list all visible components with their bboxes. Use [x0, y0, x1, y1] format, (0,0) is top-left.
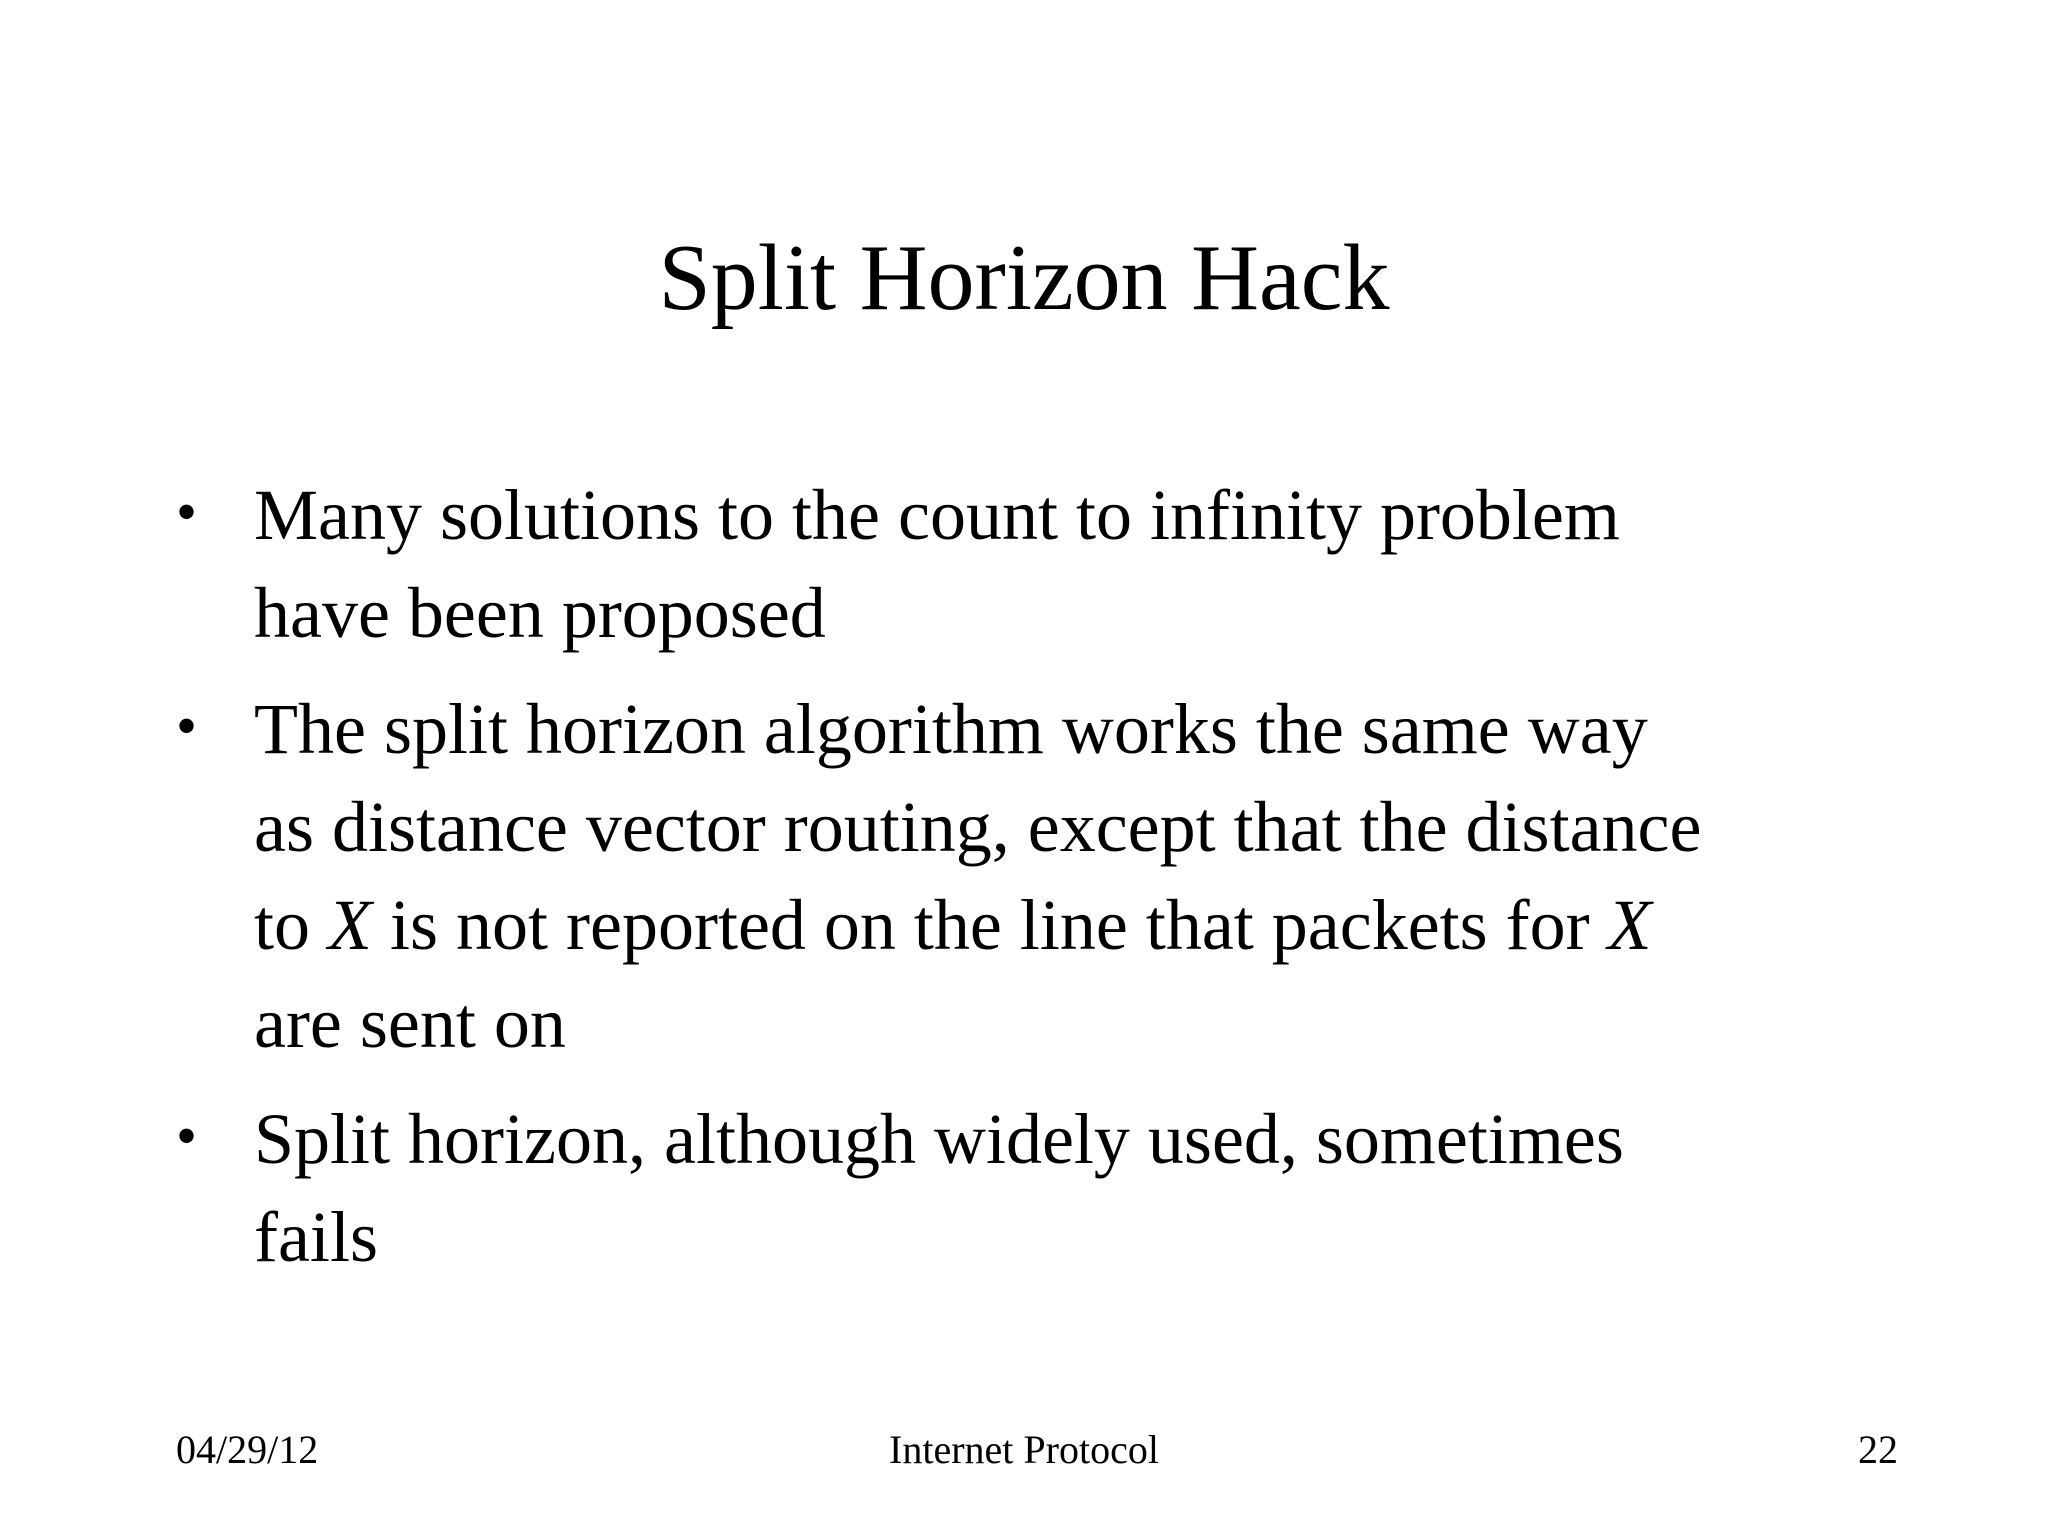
bullet-2-line-4: are sent on: [254, 983, 566, 1063]
footer-title: Internet Protocol: [889, 1427, 1159, 1472]
bullet-symbol: •: [176, 479, 198, 545]
bullet-3-line-1: Split horizon, although widely used, sometimes: [254, 1099, 1624, 1179]
bullet-2-line-3-part-a: to: [254, 885, 329, 965]
bullet-2-line-1: The split horizon algorithm works the same way: [254, 689, 1648, 769]
footer-date: 04/29/12: [176, 1427, 319, 1472]
bullet-symbol: •: [176, 1103, 198, 1169]
variable-x: X: [1607, 885, 1652, 965]
bullet-symbol: •: [176, 693, 198, 759]
bullet-3-line-2: fails: [254, 1197, 378, 1277]
bullet-item-2: [176, 680, 1916, 1072]
bullet-item-3: [176, 1090, 1916, 1286]
bullet-list: [176, 466, 1916, 1306]
page-number: 22: [1858, 1427, 1898, 1472]
slide-title: Split Horizon Hack: [658, 226, 1390, 330]
bullet-1-line-1: Many solutions to the count to infinity problem: [254, 475, 1620, 555]
bullet-2-line-3-part-c: is not reported on the line that packets for: [372, 885, 1608, 965]
bullet-item-1: [176, 466, 1916, 662]
bullet-2-line-3: [254, 876, 1916, 974]
variable-x: X: [328, 885, 372, 965]
bullet-2-line-2: as distance vector routing, except that the distance: [254, 787, 1702, 867]
bullet-1-line-2: have been proposed: [254, 573, 826, 653]
